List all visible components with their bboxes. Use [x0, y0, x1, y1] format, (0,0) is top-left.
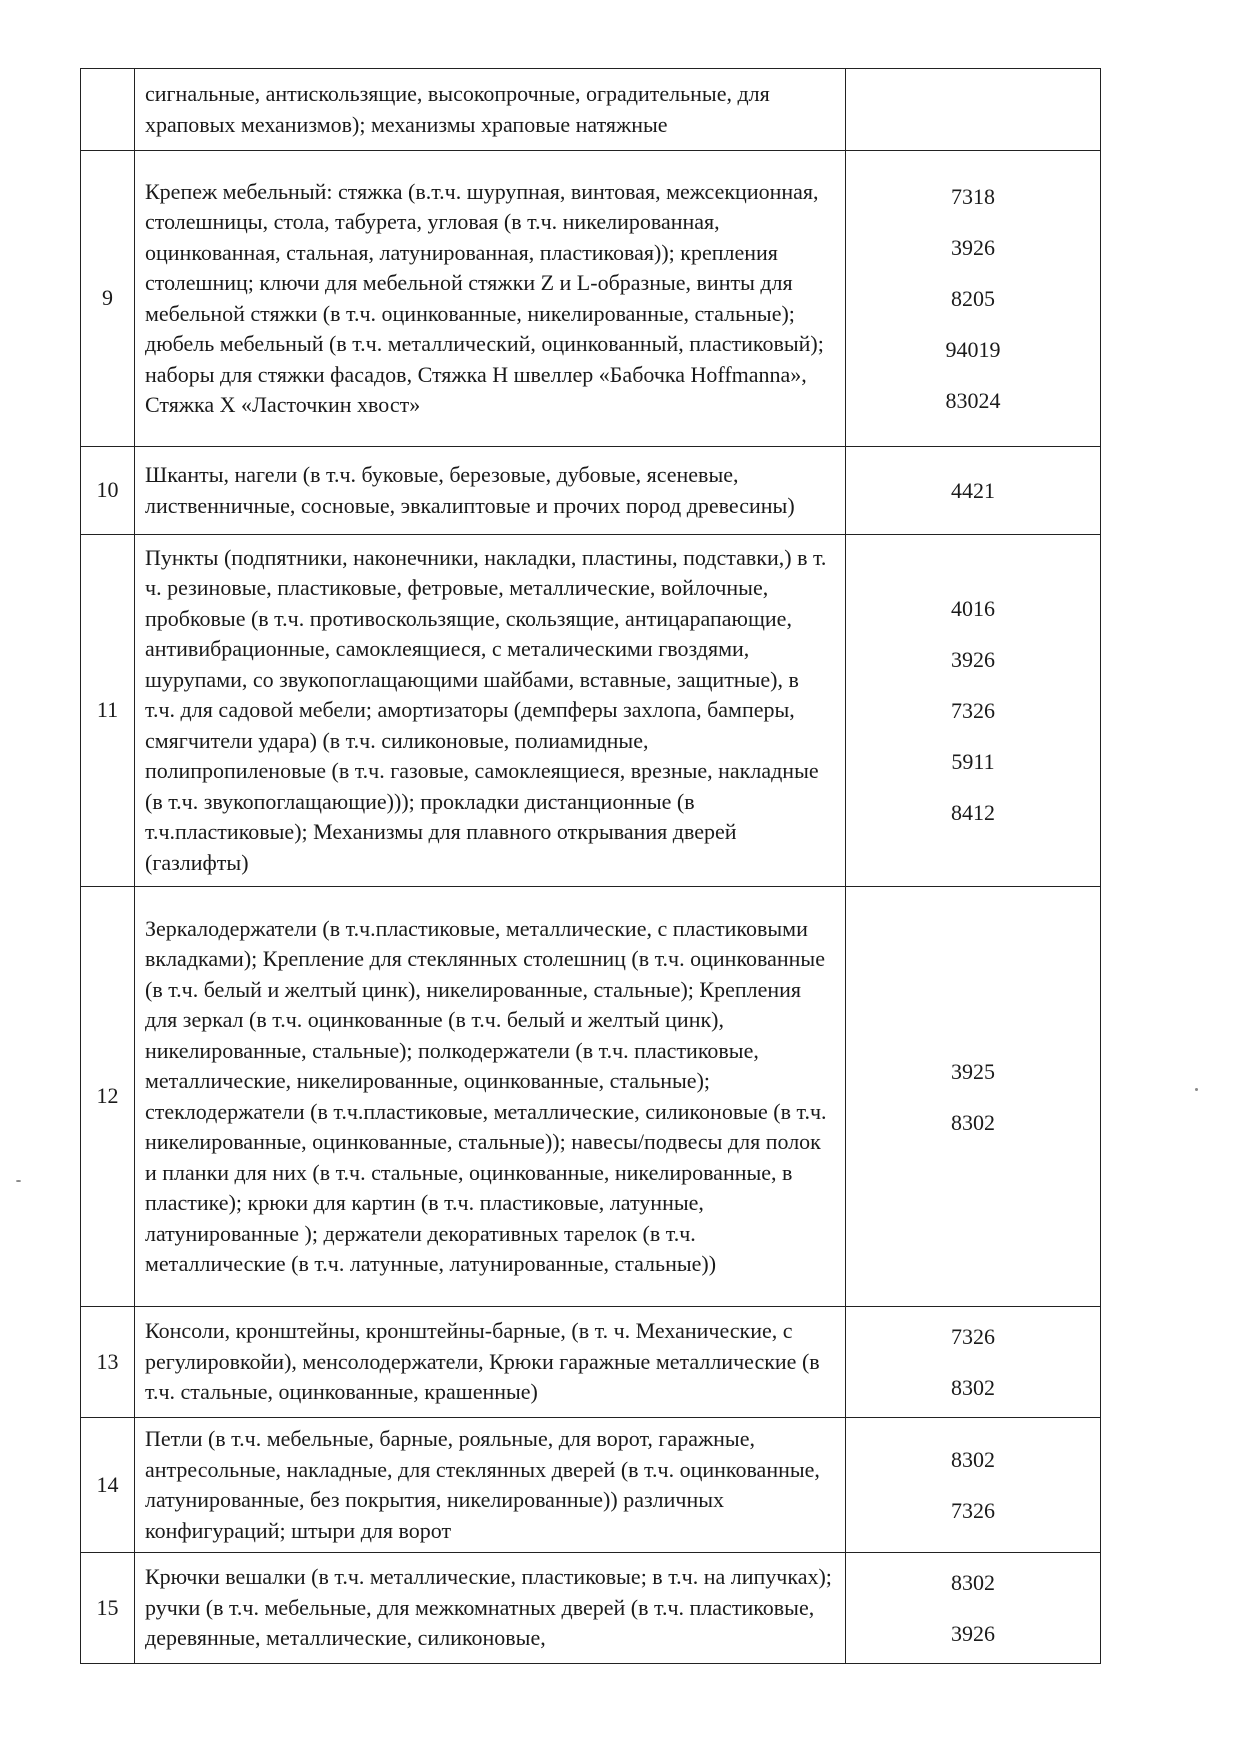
- table-row: [81, 1418, 1101, 1553]
- table-row: [81, 1307, 1101, 1418]
- table-row: [81, 535, 1101, 887]
- tnved-code: 3926: [951, 1621, 995, 1646]
- tnved-code: 4016: [951, 596, 995, 621]
- tnved-codes-cell: [846, 69, 1101, 151]
- row-number: [81, 69, 135, 151]
- row-number: 9: [81, 151, 135, 447]
- tnved-code: 3926: [951, 235, 995, 260]
- row-number: 13: [81, 1307, 135, 1418]
- tnved-code: 94019: [945, 337, 1001, 362]
- tnved-code: 7326: [951, 698, 995, 723]
- row-number: 10: [81, 447, 135, 535]
- scan-speck: [16, 1180, 21, 1182]
- tnved-code: 5911: [951, 749, 995, 774]
- goods-description: Пункты (подпятники, наконечники, накладки, пластины, подставки,) в т. ч. резиновые, пластиковые, фетровые, металлические, войлочные, пробковые (в т.ч. противоскользящие, скользящие, антицарапающие, антивибрационные, самоклеящиеся, с металическими гвоздями, шурупами, со звукопоглащающими шайбами, вставные, защитные), в т.ч. для садовой мебели; амортизаторы (демпферы захлопа, бамперы, смягчители удара) (в т.ч. силиконовые, полиамидные, полипропиленовые (в т.ч. газовые, самоклеящиеся, врезные, накладные (в т.ч. звукопоглащающие))); прокладки дистанционные (в т.ч.пластиковые); Механизмы для плавного открывания дверей (газлифты): [135, 535, 846, 887]
- row-number: 14: [81, 1418, 135, 1553]
- goods-description: сигнальные, антискользящие, высокопрочные, оградительные, для храповых механизмов); механизмы храповые натяжные: [135, 69, 846, 151]
- tnved-code: 4421: [951, 478, 995, 503]
- tnved-code: 3926: [951, 647, 995, 672]
- tnved-codes-cell: [846, 887, 1101, 1307]
- tnved-codes-cell: [846, 447, 1101, 535]
- tnved-code: 7326: [951, 1324, 995, 1349]
- tnved-code: 3925: [951, 1058, 995, 1084]
- goods-description: Зеркалодержатели (в т.ч.пластиковые, металлические, с пластиковыми вкладками); Крепление для стеклянных столешниц (в т.ч. оцинкованные (в т.ч. белый и желтый цинк), никелированные, стальные); Крепления для зеркал (в т.ч. оцинкованные (в т.ч. белый и желтый цинк), никелированные, стальные); полкодержатели (в т.ч. пластиковые, металлические, никелированные, оцинкованные, стальные); стеклодержатели (в т.ч.пластиковые, металлические, силиконовые (в т.ч. никелированные, оцинкованные, стальные)); навесы/подвесы для полок и планки для них (в т.ч. стальные, оцинкованные, никелированные, в пластике); крюки для картин (в т.ч. пластиковые, латунные, латунированные ); держатели декоративных тарелок (в т.ч. металлические (в т.ч. латунные, латунированные, стальные)): [135, 887, 846, 1307]
- tnved-code: 83024: [945, 388, 1001, 413]
- tnved-code: 8205: [951, 286, 995, 311]
- tnved-code: 8302: [951, 1375, 995, 1400]
- row-number: 11: [81, 535, 135, 887]
- goods-description: Крепеж мебельный: стяжка (в.т.ч. шурупная, винтовая, межсекционная, столешницы, стола, табурета, угловая (в т.ч. никелированная, оцинкованная, стальная, латунированная, пластиковая)); крепления столешниц; ключи для мебельной стяжки Z и L-образные, винты для мебельной стяжки (в т.ч. оцинкованные, никелированные, стальные); дюбель мебельный (в т.ч. металлический, оцинкованный, пластиковый); наборы для стяжки фасадов, Стяжка Н швеллер «Бабочка Hoffmanna», Стяжка X «Ласточкин хвост»: [135, 151, 846, 447]
- tnved-codes-cell: [846, 1418, 1101, 1553]
- tnved-code: 8412: [951, 800, 995, 825]
- tnved-codes-cell: [846, 1553, 1101, 1664]
- scan-speck: [1195, 1088, 1198, 1091]
- goods-description: Шканты, нагели (в т.ч. буковые, березовые, дубовые, ясеневые, лиственничные, сосновые, эвкалиптовые и прочих пород древесины): [135, 447, 846, 535]
- goods-description: Крючки вешалки (в т.ч. металлические, пластиковые; в т.ч. на липучках); ручки (в т.ч. мебельные, для межкомнатных дверей (в т.ч. пластиковые, деревянные, металлические, силиконовые,: [135, 1553, 846, 1664]
- table-body: [81, 69, 1101, 1664]
- goods-description: Консоли, кронштейны, кронштейны-барные, (в т. ч. Механические, с регулировкойи), менсолодержатели, Крюки гаражные металлические (в т.ч. стальные, оцинкованные, крашенные): [135, 1307, 846, 1418]
- tnved-codes-cell: [846, 535, 1101, 887]
- goods-description: Петли (в т.ч. мебельные, барные, рояльные, для ворот, гаражные, антресольные, накладные, для стеклянных дверей (в т.ч. оцинкованные, латунированные, без покрытия, никелированные)) различных конфигураций; штыри для ворот: [135, 1418, 846, 1553]
- row-number: 15: [81, 1553, 135, 1664]
- tnved-code: 8302: [951, 1570, 995, 1595]
- tnved-code: 7318: [951, 184, 995, 209]
- table-row: [81, 887, 1101, 1307]
- table-row: [81, 151, 1101, 447]
- tnved-code: 7326: [951, 1498, 995, 1523]
- tnved-codes-cell: [846, 151, 1101, 447]
- row-number: 12: [81, 887, 135, 1307]
- table-row: [81, 447, 1101, 535]
- tnved-codes-cell: [846, 1307, 1101, 1418]
- table-row: [81, 1553, 1101, 1664]
- tnved-code: 8302: [951, 1447, 995, 1472]
- tnved-code: 8302: [951, 1109, 995, 1135]
- table-row: [81, 69, 1101, 151]
- goods-table: [80, 68, 1101, 1664]
